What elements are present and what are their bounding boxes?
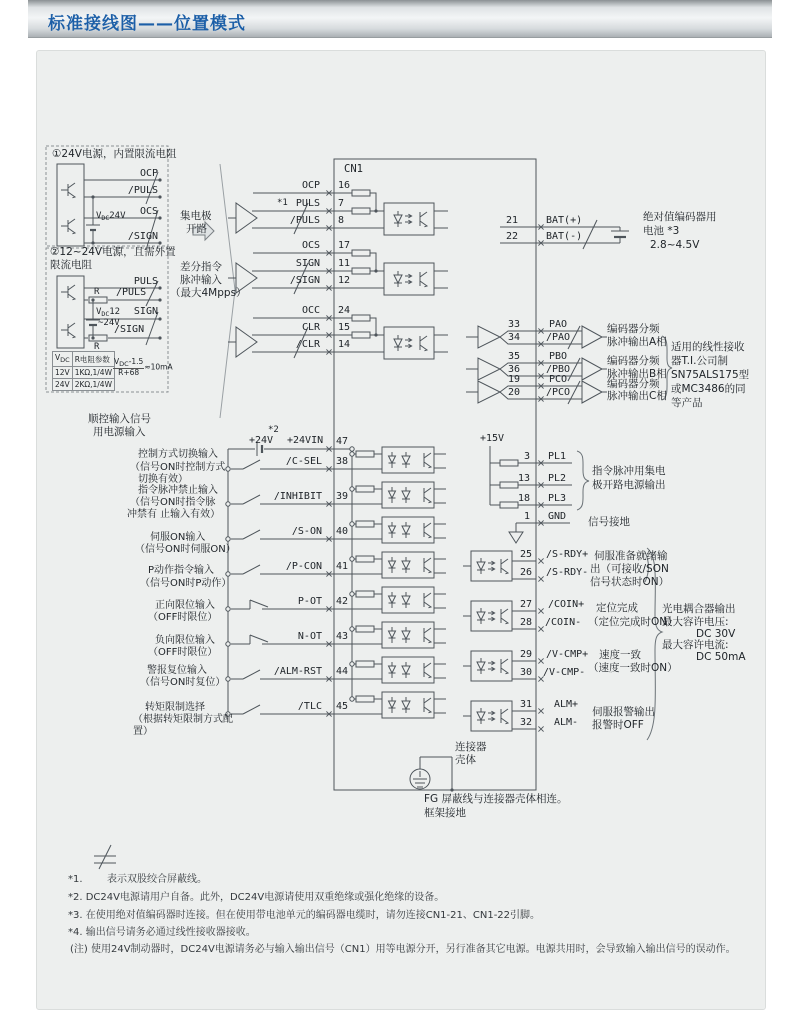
- receiver-note: 器T.I.公司制: [671, 355, 728, 367]
- pin-number: 28: [519, 617, 532, 628]
- signal-name: /PAO: [546, 332, 571, 343]
- power2-title: ②12~24V电源，且需外置: [50, 246, 176, 258]
- input-desc: 指令脉冲禁止输入: [138, 485, 218, 496]
- open-collector-note: 集电极: [180, 210, 212, 222]
- battery-note: 绝对值编码器用: [643, 211, 717, 223]
- input-desc: （信号ON时伺服ON）: [135, 544, 236, 555]
- pin-number: 21: [505, 215, 518, 226]
- pl-note: 极开路电源输出: [592, 479, 666, 491]
- encoder-note: 编码器分频: [607, 378, 660, 390]
- voltage-label: +15V: [480, 433, 505, 444]
- pin-number: 34: [507, 332, 520, 343]
- signal-name: OCP: [139, 168, 158, 179]
- input-desc: 负向限位输入: [155, 635, 215, 646]
- pin-number: 16: [338, 180, 351, 191]
- pin-number: 15: [338, 322, 351, 333]
- signal-name: OCP: [301, 180, 320, 191]
- input-desc: （信号ON时复位）: [140, 677, 226, 688]
- input-desc: 转矩限制选择: [145, 702, 205, 713]
- signal-name: PULS: [133, 276, 158, 287]
- signal-name: /P-CON: [285, 561, 322, 572]
- signal-name: /V-CMP+: [546, 649, 589, 660]
- signal-name: /PBO: [546, 364, 571, 375]
- receiver-note: 适用的线性接收: [671, 341, 745, 353]
- input-desc: 冲禁有 止输入有效）: [127, 509, 221, 520]
- resistor-label: R: [94, 287, 100, 297]
- signal-name: /SIGN: [114, 324, 145, 335]
- resistor-formula: $\frac{\text{VDC-1.5}}{R+68}$ ≈10mA: [114, 357, 173, 378]
- signal-name: /ALM-RST: [273, 666, 322, 677]
- pin-number: 11: [338, 258, 351, 269]
- footnote: *4. 输出信号请务必通过线性接收器接收。: [68, 927, 256, 938]
- input-desc: 正向限位输入: [155, 600, 215, 611]
- signal-name: PCO: [549, 374, 568, 385]
- input-desc: 控制方式切换输入: [138, 449, 218, 460]
- footnote: (注) 使用24V制动器时，DC24V电源请务必与输入输出信号（CN1）用等电源分开，另行准备其它电源。电源共用时，会导致输入输出信号的误动作。: [70, 944, 736, 955]
- signal-name: /INHIBIT: [273, 491, 322, 502]
- output-note: 定位完成: [596, 602, 638, 614]
- gnd-note: 信号接地: [588, 516, 630, 528]
- vdc24-label: $V_{DC}24V$: [96, 211, 126, 222]
- pin-number: 1: [523, 511, 530, 522]
- pin-number: 42: [336, 596, 349, 607]
- pin-number: 25: [519, 549, 532, 560]
- fg-note: 框架接地: [424, 807, 466, 819]
- encoder-note: 编码器分频: [607, 355, 660, 367]
- signal-name: /S-RDY+: [546, 549, 589, 560]
- signal-name: /COIN+: [548, 599, 585, 610]
- signal-name: P-OT: [297, 596, 322, 607]
- output-note: （速度一致时ON）: [588, 662, 678, 674]
- receiver-note: 或MC3486的同: [671, 383, 746, 395]
- pin-number: 35: [507, 351, 520, 362]
- pin-number: 33: [507, 319, 520, 330]
- pin-number: 3: [523, 451, 530, 462]
- pin-number: 12: [338, 275, 351, 286]
- differential-note: 差分指令: [180, 261, 222, 273]
- signal-name: /PCO: [546, 387, 571, 398]
- receiver-note: 等产品: [671, 397, 703, 409]
- input-desc: （信号ON时P动作）: [140, 578, 232, 589]
- footnote: *3. 在使用绝对值编码器时连接。但在使用带电池单元的编码器电缆时，请勿连接CN1-21、CN1-22引脚。: [68, 910, 541, 921]
- signal-name: N-OT: [297, 631, 322, 642]
- signal-name: SIGN: [295, 258, 320, 269]
- signal-name: /S-ON: [291, 526, 322, 537]
- input-desc: （信号ON时指令脉: [130, 497, 216, 508]
- output-note: 报警时OFF: [592, 719, 644, 731]
- photocoupler-note: DC 50mA: [696, 651, 746, 663]
- signal-name: /PULS: [116, 287, 147, 298]
- encoder-note: 脉冲输出A相: [607, 336, 667, 348]
- pin-number: 30: [519, 667, 532, 678]
- pin-number: 24: [338, 305, 351, 316]
- pin-number: 45: [336, 701, 349, 712]
- signal-name: /C-SEL: [285, 456, 322, 467]
- input-desc: （OFF时限位）: [148, 647, 218, 658]
- pin-number: 38: [336, 456, 349, 467]
- voltage-label: +24VIN: [287, 435, 324, 446]
- signal-name: /PULS: [289, 215, 320, 226]
- pin-number: 32: [519, 717, 532, 728]
- shell-label: 连接器: [455, 741, 487, 753]
- input-desc: （根据转矩限制方式配: [133, 714, 233, 725]
- pin-number: 7: [338, 198, 345, 209]
- output-note: （定位完成时ON）: [588, 616, 678, 628]
- signal-name: OCS: [301, 240, 320, 251]
- differential-note: 脉冲输入: [180, 274, 222, 286]
- signal-name: OCS: [139, 206, 158, 217]
- pin-number: 27: [519, 599, 532, 610]
- signal-name: PL3: [548, 493, 567, 504]
- power1-title: ①24V电源，内置限流电阻: [52, 148, 177, 160]
- pin-number: 39: [336, 491, 349, 502]
- signal-name: /SIGN: [289, 275, 320, 286]
- signal-name: /SIGN: [127, 231, 158, 242]
- signal-name: BAT(+): [546, 215, 583, 226]
- pin-number: 29: [519, 649, 532, 660]
- signal-name: ALM-: [554, 717, 579, 728]
- input-desc: 置）: [133, 726, 153, 737]
- footnote: *1.: [68, 874, 83, 885]
- connector-label: CN1: [344, 163, 363, 175]
- shell-label: 壳体: [455, 754, 476, 766]
- pin-number: 8: [338, 215, 345, 226]
- seq-power-note: 顺控输入信号: [88, 413, 151, 425]
- signal-name: OCC: [301, 305, 320, 316]
- open-collector-note: 开路: [186, 223, 207, 235]
- signal-name: GND: [548, 511, 567, 522]
- pin-number: 41: [336, 561, 349, 572]
- signal-name: /TLC: [297, 701, 322, 712]
- pin-number: 26: [519, 567, 532, 578]
- pin-number: 20: [507, 387, 520, 398]
- pin-number: 43: [336, 631, 349, 642]
- pin-number: 36: [507, 364, 520, 375]
- photocoupler-note: DC 30V: [696, 628, 736, 640]
- pin-number: 40: [336, 526, 349, 537]
- output-note: 信号状态时ON）: [590, 576, 670, 588]
- encoder-note: 脉冲输出B相: [607, 368, 667, 380]
- signal-name: /V-CMP-: [543, 667, 586, 678]
- signal-name: ALM+: [554, 699, 579, 710]
- encoder-note: 编码器分频: [607, 323, 660, 335]
- fg-note: FG 屏蔽线与连接器壳体相连。: [424, 793, 568, 805]
- photocoupler-note: 光电耦合器输出: [662, 603, 736, 615]
- signal-name: /COIN-: [545, 617, 582, 628]
- input-desc: （OFF时限位）: [148, 612, 218, 623]
- signal-name: PL1: [548, 451, 567, 462]
- vdc12-label2: ~24V: [98, 318, 120, 328]
- frame-ground-icon: [410, 757, 454, 792]
- signal-name: PULS: [295, 198, 320, 209]
- pin-number: 31: [519, 699, 532, 710]
- footnote-ref: *1: [277, 198, 288, 208]
- pl-note: 指令脉冲用集电: [592, 465, 666, 477]
- pin-number: 19: [507, 374, 520, 385]
- pin-number: 14: [338, 339, 351, 350]
- resistor-label: R: [94, 342, 100, 352]
- input-desc: 切换有效）: [138, 474, 188, 485]
- photocoupler-note: 最大容许电压:: [662, 616, 729, 628]
- input-desc: 警报复位输入: [147, 665, 207, 676]
- photocoupler-note: 最大容许电流:: [662, 639, 729, 651]
- signal-name: BAT(-): [546, 231, 583, 242]
- footnote: 表示双股绞合屏蔽线。: [107, 874, 207, 885]
- signal-name: PAO: [549, 319, 568, 330]
- output-note: 速度一致: [599, 649, 641, 661]
- pin-number: 17: [338, 240, 351, 251]
- seq-power-note: 用电源输入: [93, 426, 146, 438]
- resistor-table: VDC R电阻参数 12V 1KΩ,1/4W 24V 2KΩ,1/4W: [52, 351, 115, 391]
- output-note: 伺服准备就绪输: [594, 550, 668, 562]
- signal-name: /S-RDY-: [546, 567, 589, 578]
- signal-name: PBO: [549, 351, 568, 362]
- input-desc: P动作指令输入: [148, 565, 215, 576]
- signal-name: SIGN: [133, 306, 158, 317]
- differential-note: （最大4Mpps）: [170, 287, 247, 299]
- vdc12-label: $V_{DC}12$: [96, 307, 121, 318]
- battery-note: 电池 *3: [643, 225, 680, 237]
- twisted-pair-icon: [94, 845, 116, 869]
- pin-number: 18: [517, 493, 530, 504]
- signal-name: /CLR: [295, 339, 320, 350]
- pin-number: 44: [336, 666, 349, 677]
- pin-number: 13: [517, 473, 530, 484]
- output-note: 伺服报警输出: [592, 706, 655, 718]
- footnote-ref: *2: [268, 425, 279, 435]
- pl-gnd-wiring: [490, 446, 589, 543]
- page-title: 标准接线图——位置模式: [48, 14, 246, 34]
- input-desc: 伺服ON输入: [150, 532, 206, 543]
- receiver-note: SN75ALS175型: [671, 369, 750, 381]
- output-note: 出（可接收/SON: [590, 563, 669, 575]
- voltage-label: +24V: [249, 435, 274, 446]
- signal-name: CLR: [301, 322, 320, 333]
- footnote: *2. DC24V电源请用户自备。此外，DC24V电源请使用双重绝缘或强化绝缘的设备。: [68, 892, 445, 903]
- pin-number: 22: [505, 231, 518, 242]
- power2-title: 限流电阻: [50, 259, 92, 271]
- input-desc: （信号ON时控制方式: [130, 462, 226, 473]
- pin-number: 47: [336, 436, 349, 447]
- signal-name: PL2: [548, 473, 567, 484]
- battery-note: 2.8~4.5V: [650, 239, 700, 251]
- encoder-note: 脉冲输出C相: [607, 390, 667, 402]
- signal-name: /PULS: [127, 185, 158, 196]
